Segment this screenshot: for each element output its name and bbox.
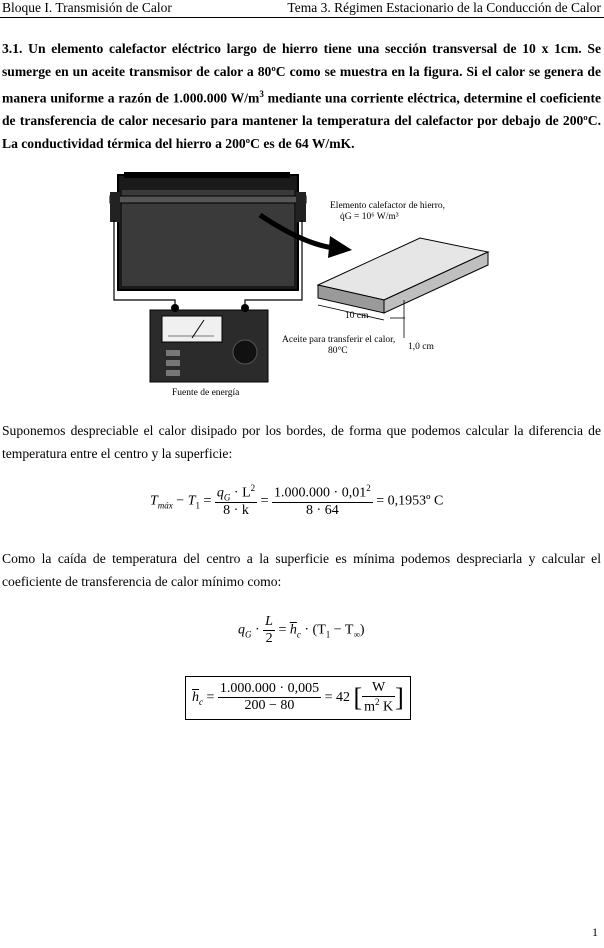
label-element-1: Elemento calefactor de hierro,: [330, 201, 445, 211]
label-10cm: 10 cm: [345, 311, 369, 321]
heater-figure: [0, 160, 604, 420]
header-right: Tema 3. Régimen Estacionario de la Conducción de Calor: [287, 0, 601, 15]
paragraph-1: Suponemos despreciable el calor disipado por los bordes, de forma que podemos calcular la diferencia de temperatura entre el centro y la superficie:: [2, 423, 601, 461]
paragraph-2: Como la caída de temperatura del centro a la superficie es mínima podemos despreciarla y calcular el coeficiente de transferencia de calor mínimo como:: [2, 551, 601, 589]
label-oil-2: 80°C: [328, 346, 348, 356]
header-rule: [0, 17, 604, 18]
equation-result-box: $\overline{h}_c$ = $\frac{1.000.000 \cdot 0,005}{200 - 80}$ = 42 [ $\frac{W}{m^2 K}$ ]: [185, 676, 411, 720]
problem-statement: 3.1. Un elemento calefactor eléctrico largo de hierro tiene una sección transversal de 10 x 1cm. Se sumerge en un aceite transmisor de calor a 80ºC como se muestra en la figura. Si el calor se genera de manera uniforme a razón de 1.000.000 $W/m^3$ mediante una corriente eléctrica, determine el coeficiente de transferencia de calor necesario para mantener la temperatura del calefactor por debajo de 200ºC. La conductividad térmica del hierro a 200ºC es de 64 W/mK.: [2, 41, 602, 151]
label-element-2: q̇G = 10⁶ W/m³: [340, 212, 399, 222]
oil-bath: [118, 172, 298, 290]
label-oil-1: Aceite para transferir el calor,: [282, 335, 396, 345]
power-supply: [150, 304, 268, 382]
label-1cm: 1,0 cm: [408, 342, 434, 352]
equation-temperature-difference: $T_{máx} - T_1$ = $\frac{q_G \cdot L^2}{8 \cdot k}$ = $\frac{1.000.000 \cdot 0,01^2}{8 \cdot 64}$ = 0,1953º C: [150, 483, 444, 519]
label-power: Fuente de energía: [172, 388, 240, 398]
header-left: Bloque I. Transmisión de Calor: [2, 0, 172, 15]
equation-energy-balance: $q_G$ · $\frac{L}{2}$ = $\overline{h}_c \cdot (T_1 - T_\infty)$: [238, 614, 365, 646]
page-number: 1: [592, 925, 598, 939]
